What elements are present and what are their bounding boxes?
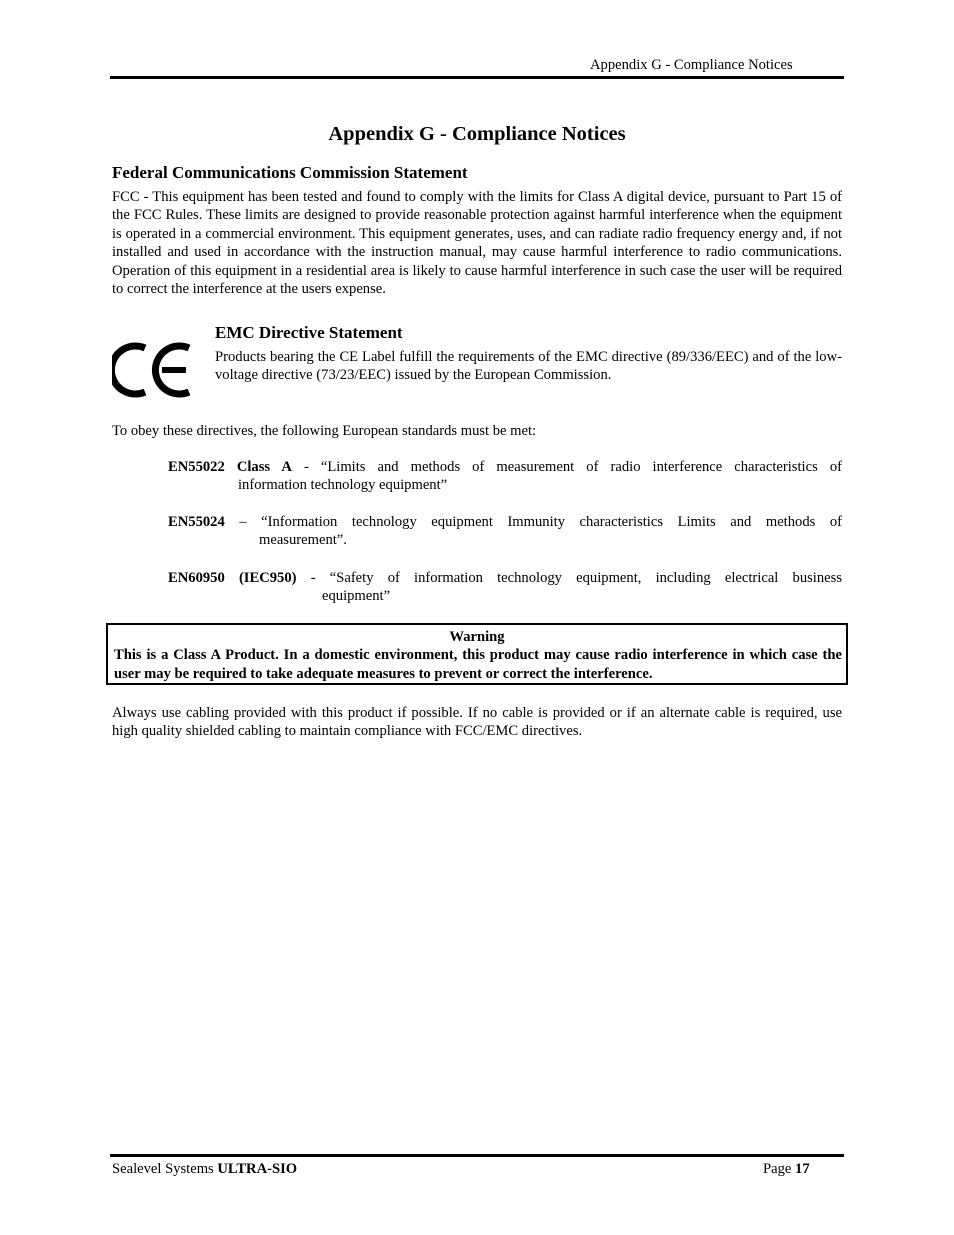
- standard-title: “Limits and methods of measurement of radio interference characteristics of: [320, 459, 842, 475]
- warning-title: Warning: [449, 629, 505, 645]
- ce-mark-icon: [112, 342, 194, 398]
- standard-line: EN55024 – “Information technology equipment Immunity characteristics Limits and methods of: [168, 514, 843, 530]
- standard-code: EN55022 Class A: [168, 459, 292, 475]
- footer-page: Page 17: [763, 1161, 810, 1177]
- standard-continuation: equipment”: [322, 588, 391, 605]
- standard-title: “Safety of information technology equipment, including electrical business: [329, 570, 842, 586]
- standard-code: EN60950 (IEC950): [168, 570, 297, 586]
- fcc-statement: FCC - This equipment has been tested and found to comply with the limits for Class A digital device, pursuant to Part 15 of the FCC Rules. These limits are designed to provide reasonable protection against harmful interference when the equipment is operated in a commercial environment. This equipment generates, uses, and can radiate radio frequency energy and, if not installed and used in accordance with the instruction manual, may cause harmful interference to radio communications. Operation of this equipment in a residential area is likely to cause harmful interference in such case the user will be required to correct the interference at the users expense.: [112, 189, 842, 298]
- standard-continuation: information technology equipment”: [238, 477, 448, 494]
- standard-title: “Information technology equipment Immunity characteristics Limits and methods of: [261, 514, 843, 530]
- page-number: 17: [795, 1161, 810, 1177]
- fcc-heading: Federal Communications Commission Statement: [112, 163, 468, 182]
- standard-line: EN60950 (IEC950) - “Safety of information technology equipment, including electrical business: [168, 570, 842, 586]
- standard-line: EN55022 Class A - “Limits and methods of measurement of radio interference characteristics of: [168, 459, 842, 475]
- header-rule: [110, 76, 844, 79]
- standard-code: EN55024: [168, 514, 225, 530]
- standard-en55024: [168, 513, 842, 550]
- emc-heading: EMC Directive Statement: [215, 323, 403, 342]
- standard-en55022: [168, 458, 842, 495]
- cabling-note: Always use cabling provided with this product if possible. If no cable is provided or if an alternate cable is required, use high quality shielded cabling to maintain compliance with FCC/EMC directives.: [112, 705, 842, 740]
- warning-box: [106, 623, 848, 685]
- page-title: Appendix G - Compliance Notices: [328, 123, 626, 145]
- footer-company: Sealevel Systems ULTRA-SIO: [112, 1161, 298, 1177]
- standard-continuation: measurement”.: [259, 532, 347, 549]
- footer-rule: [110, 1154, 844, 1157]
- emc-statement: Products bearing the CE Label fulfill the requirements of the EMC directive (89/336/EEC) and of the low-voltage directive (73/23/EEC) issued by the European Commission.: [215, 349, 842, 384]
- directives-intro: To obey these directives, the following European standards must be met:: [112, 423, 537, 439]
- standard-en60950: [168, 569, 842, 606]
- footer-product: ULTRA-SIO: [217, 1161, 298, 1177]
- running-header: Appendix G - Compliance Notices: [590, 57, 793, 73]
- warning-body: This is a Class A Product. In a domestic environment, this product may cause radio interference in which case the user may be required to take adequate measures to prevent or correct the interference.: [114, 647, 842, 682]
